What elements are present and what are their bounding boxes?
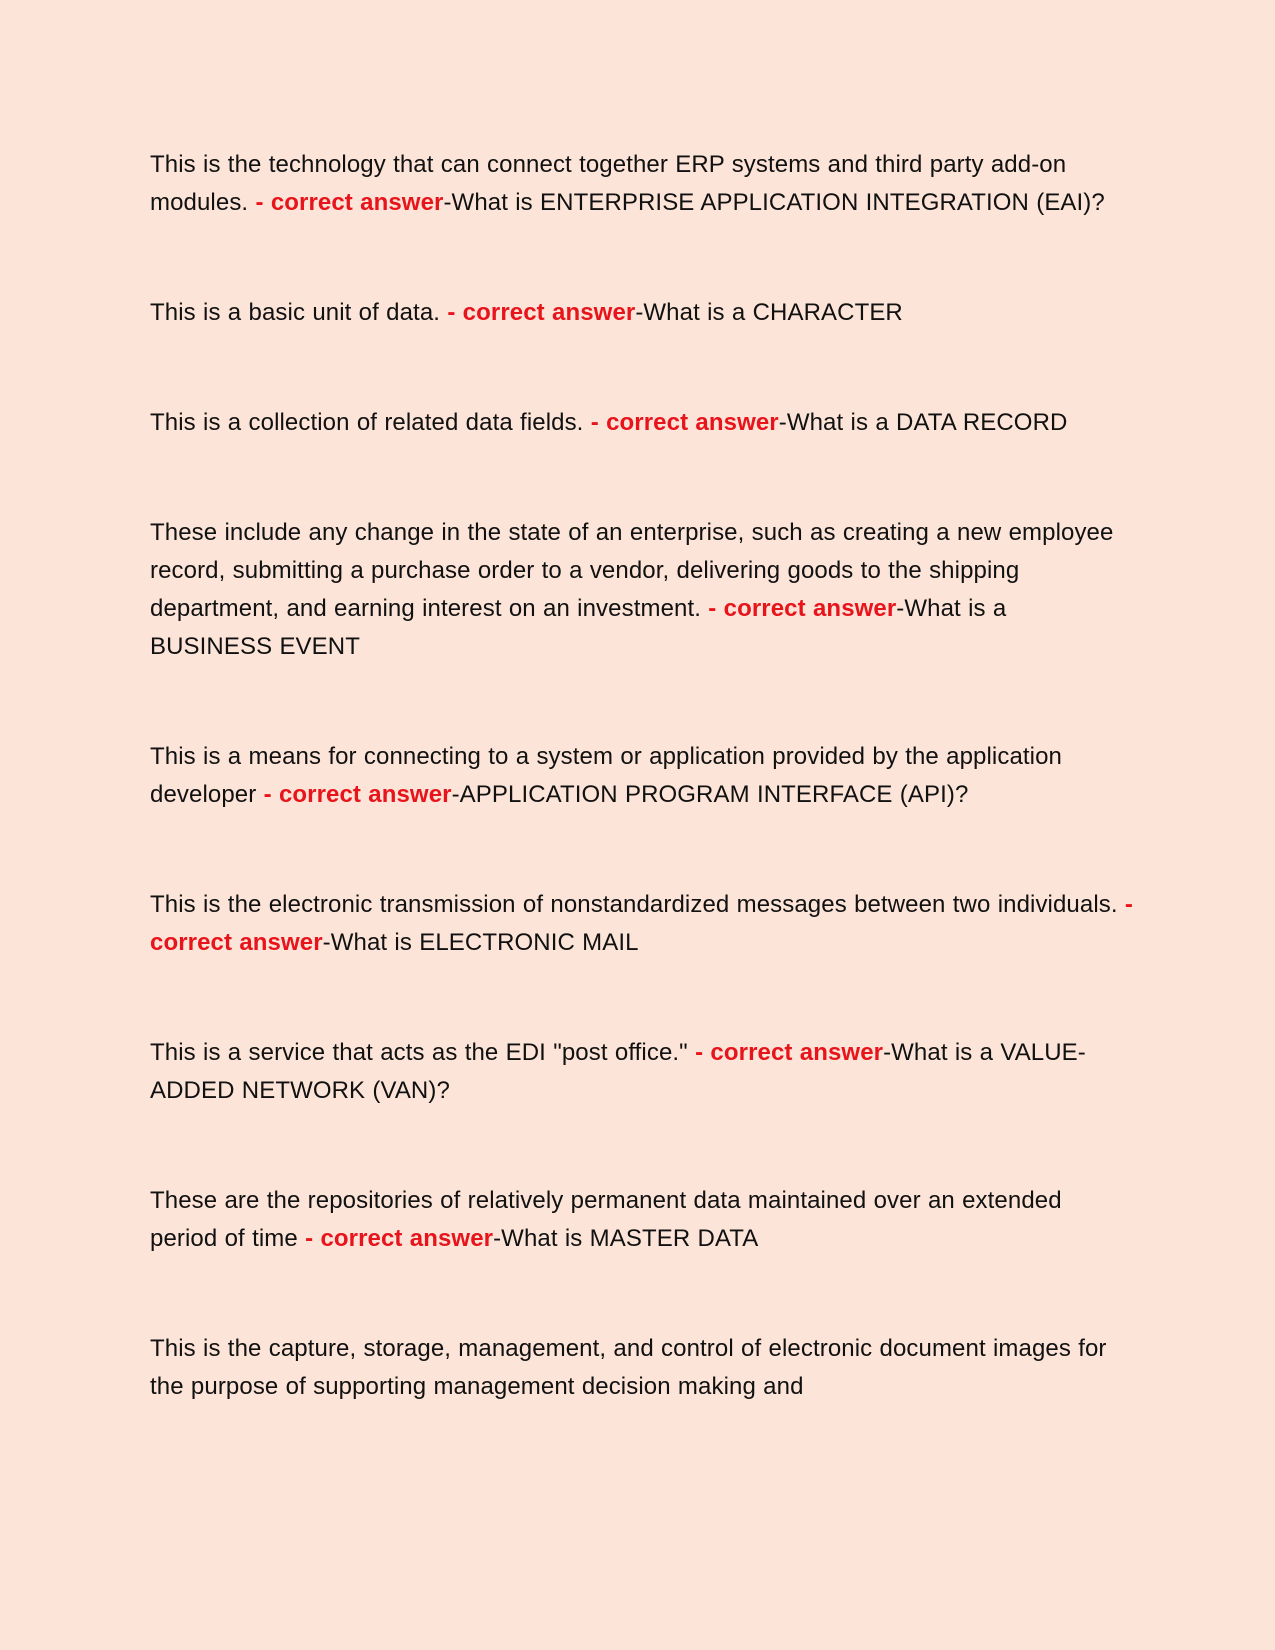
correct-answer-marker: - correct answer	[150, 891, 1133, 956]
question-text: This is the technology that can connect together ERP systems and third party add-on modules.	[150, 151, 1067, 216]
question-text: This is the electronic transmission of nonstandardized messages between two individuals.	[150, 891, 1125, 918]
qa-item-7	[150, 1034, 1135, 1110]
correct-answer-marker: - correct answer	[708, 595, 897, 622]
answer-text: -What is a BUSINESS EVENT	[150, 595, 1007, 660]
correct-answer-marker: - correct answer	[695, 1039, 884, 1066]
question-text: This is a collection of related data fields.	[150, 409, 591, 436]
qa-item-3	[150, 404, 1135, 442]
qa-item-5	[150, 738, 1135, 814]
qa-item-1	[150, 146, 1135, 222]
answer-text: -APPLICATION PROGRAM INTERFACE (API)?	[451, 781, 969, 808]
answer-text: -What is MASTER DATA	[493, 1225, 759, 1252]
question-text: These are the repositories of relatively permanent data maintained over an extended period of time	[150, 1187, 1062, 1252]
correct-answer-marker: - correct answer	[255, 189, 444, 216]
question-text: This is a basic unit of data.	[150, 299, 448, 326]
question-text: These include any change in the state of an enterprise, such as creating a new employee record, submitting a purchase order to a vendor, delivering goods to the shipping department, and earning interest on an investment.	[150, 519, 1114, 622]
answer-text: -What is ENTERPRISE APPLICATION INTEGRATION (EAI)?	[443, 189, 1105, 216]
correct-answer-marker: - correct answer	[447, 299, 636, 326]
correct-answer-marker: - correct answer	[263, 781, 452, 808]
qa-item-6	[150, 886, 1135, 962]
qa-item-4	[150, 514, 1135, 666]
question-text: This is a means for connecting to a system or application provided by the application developer	[150, 743, 1062, 808]
correct-answer-marker: - correct answer	[305, 1225, 494, 1252]
qa-list	[150, 146, 1135, 1478]
answer-text: -What is a CHARACTER	[635, 299, 903, 326]
qa-item-8	[150, 1182, 1135, 1258]
question-text: This is a service that acts as the EDI "post office."	[150, 1039, 696, 1066]
qa-item-9	[150, 1330, 1135, 1406]
qa-item-2	[150, 294, 1135, 332]
answer-text: -What is a VALUE-ADDED NETWORK (VAN)?	[150, 1039, 1086, 1104]
correct-answer-marker: - correct answer	[590, 409, 779, 436]
answer-text: -What is ELECTRONIC MAIL	[322, 929, 639, 956]
answer-text: -What is a DATA RECORD	[778, 409, 1068, 436]
question-text: This is the capture, storage, management, and control of electronic document images for the purpose of supporting management decision making and	[150, 1335, 1107, 1400]
